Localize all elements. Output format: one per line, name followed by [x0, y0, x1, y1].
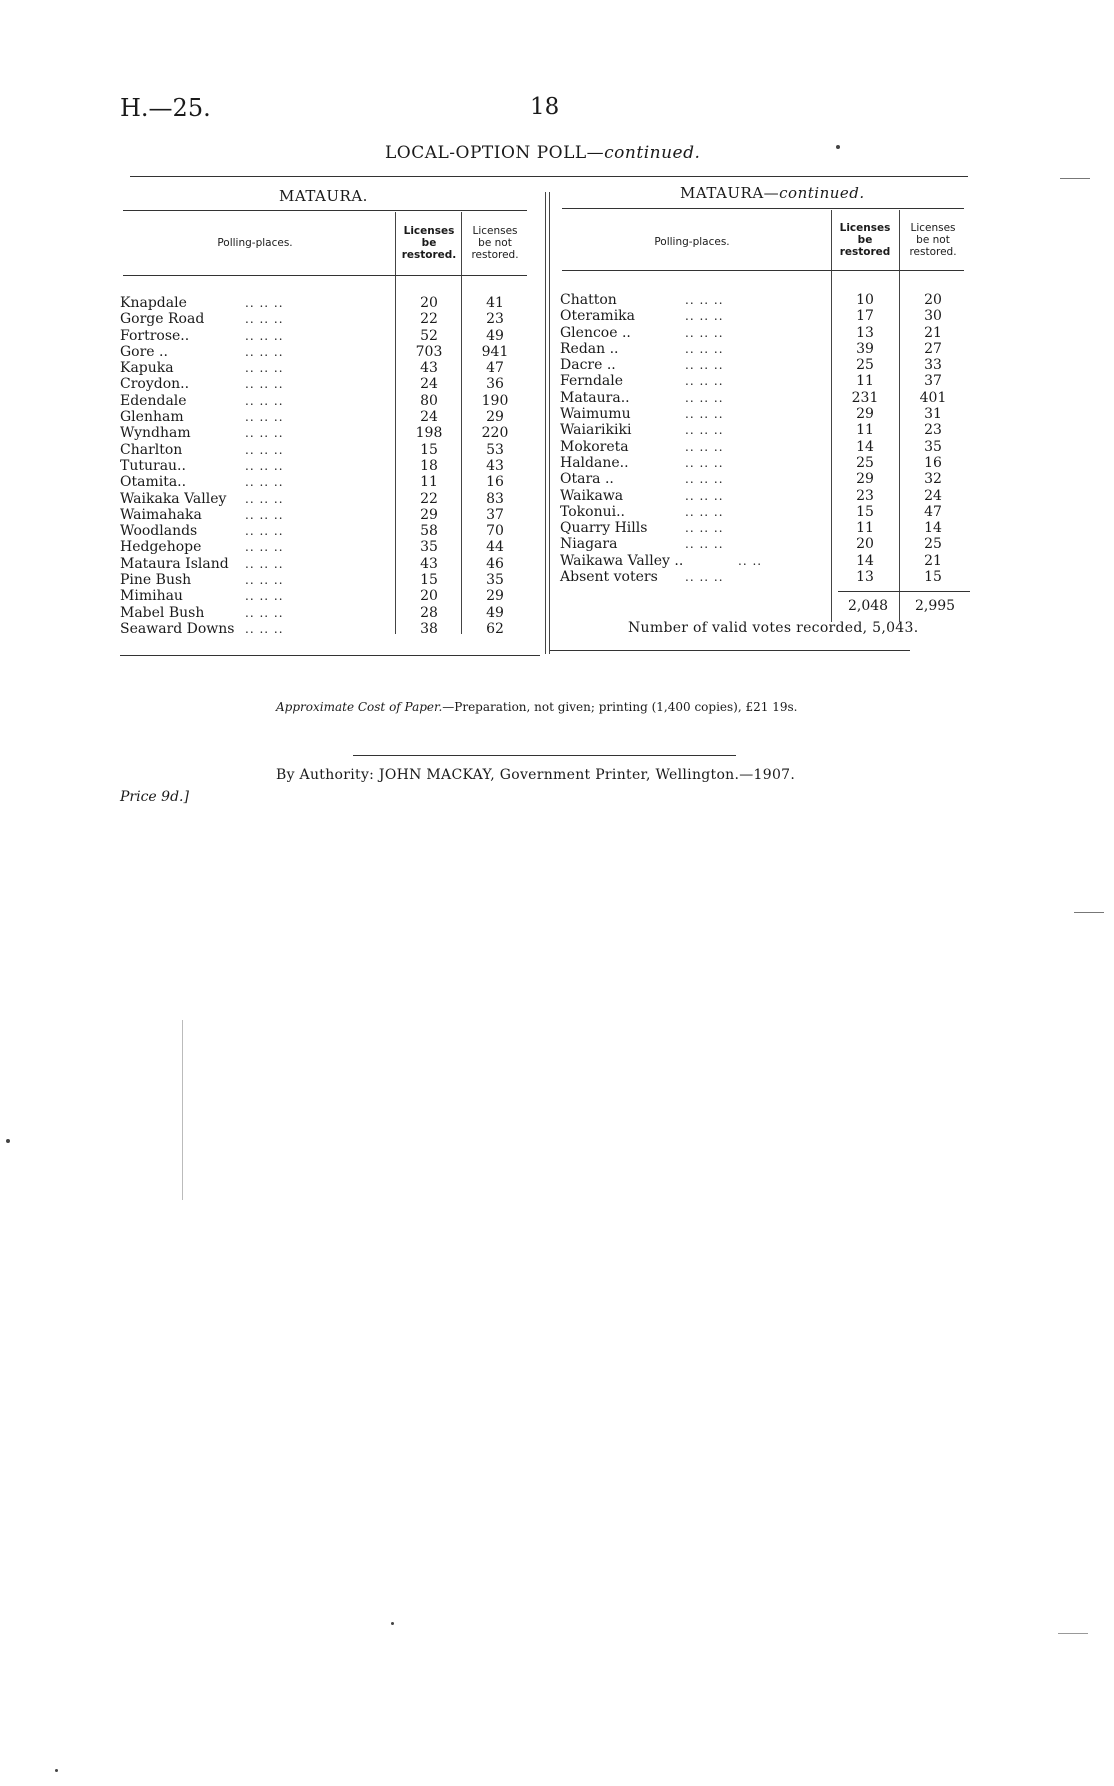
table-row: [560, 455, 970, 471]
restored-value: 38: [420, 620, 438, 637]
total-restored: 2,048: [848, 598, 889, 614]
not-restored-value: 49: [486, 327, 504, 344]
table-row: [120, 556, 530, 572]
leader-dots: .. .. ..: [685, 472, 724, 487]
scan-mark: [1060, 178, 1090, 179]
place-name: Seaward Downs: [120, 620, 235, 637]
table-row: [120, 605, 530, 621]
table-row: [120, 572, 530, 588]
leader-dots: .. .. ..: [685, 358, 724, 373]
leader-dots: .. .. ..: [245, 507, 284, 522]
scan-mark: [6, 1139, 10, 1143]
leader-dots: .. .. ..: [245, 377, 284, 392]
left-table-title: MATAURA.: [279, 187, 368, 205]
page-number: 18: [530, 94, 560, 120]
restored-value: 25: [856, 454, 874, 471]
not-restored-value: 16: [486, 474, 504, 491]
not-restored-value: 44: [486, 539, 504, 556]
right-table-title-continued: continued.: [779, 184, 865, 202]
leader-dots: .. .. ..: [685, 423, 724, 438]
not-restored-value: 35: [486, 572, 504, 589]
table-row: [120, 328, 530, 344]
leader-dots: .. .. ..: [685, 521, 724, 536]
place-name: Glencoe ..: [560, 324, 631, 341]
right-header-bottom-rule: [562, 270, 964, 271]
table-row: [120, 295, 530, 311]
restored-value: 20: [420, 295, 438, 311]
table-row: [560, 390, 970, 406]
restored-value: 18: [420, 457, 438, 474]
table-row: [120, 539, 530, 555]
not-restored-value: 23: [486, 311, 504, 328]
leader-dots: .. .. ..: [245, 361, 284, 376]
leader-dots: .. .. ..: [245, 491, 284, 506]
restored-value: 11: [420, 474, 438, 491]
leader-dots: .. .. ..: [245, 393, 284, 408]
scan-mark: [1074, 912, 1104, 913]
not-restored-value: 37: [924, 373, 942, 390]
cost-label: Approximate Cost of Paper.: [276, 700, 443, 714]
right-table-title: [680, 184, 865, 202]
right-table-rows: [560, 292, 970, 585]
not-restored-value: 941: [481, 343, 509, 360]
table-row: [120, 409, 530, 425]
table-row: [120, 393, 530, 409]
table-row: [120, 458, 530, 474]
not-restored-value: 24: [924, 487, 942, 504]
restored-value: 17: [856, 308, 874, 325]
right-col-not-restored-header: [900, 222, 966, 258]
leader-dots: .. .. ..: [245, 426, 284, 441]
place-name: Waikaka Valley: [120, 490, 227, 507]
leader-dots: .. .. ..: [245, 410, 284, 425]
right-totals-rule: [838, 591, 970, 592]
page-title-main: LOCAL-OPTION POLL—: [385, 143, 605, 163]
left-header-top-rule: [123, 210, 527, 211]
total-not-restored: 2,995: [915, 598, 956, 614]
cost-text: —Preparation, not given; printing (1,400 copies), £21 19s.: [442, 700, 798, 714]
place-name: Otamita..: [120, 474, 187, 491]
leader-dots: .. .. ..: [685, 374, 724, 389]
place-name: Chatton: [560, 292, 617, 308]
restored-value: 43: [420, 360, 438, 377]
left-header-bottom-rule: [123, 275, 527, 276]
printing-authority: By Authority: JOHN MACKAY, Government Printer, Wellington.—1907.: [276, 767, 796, 783]
not-restored-value: 47: [486, 360, 504, 377]
table-row: [120, 588, 530, 604]
restored-value: 22: [420, 490, 438, 507]
table-row: [120, 344, 530, 360]
not-restored-value: 21: [924, 324, 942, 341]
leader-dots: .. .. ..: [685, 439, 724, 454]
scan-mark: [1058, 1633, 1088, 1634]
leader-dots: .. .. ..: [685, 309, 724, 324]
place-name: Mokoreta: [560, 438, 629, 455]
leader-dots: .. ..: [738, 553, 763, 568]
top-rule: [130, 176, 968, 177]
not-restored-value: 37: [486, 506, 504, 523]
restored-value: 80: [420, 392, 438, 409]
table-row: [120, 474, 530, 490]
table-row: [120, 621, 530, 637]
leader-dots: .. .. ..: [245, 540, 284, 555]
page-title-continued: continued.: [604, 143, 701, 163]
place-name: Glenham: [120, 409, 184, 426]
middle-double-rule-a: [545, 192, 546, 654]
place-name: Waimahaka: [120, 506, 202, 523]
not-restored-value: 49: [486, 604, 504, 621]
restored-value: 15: [420, 572, 438, 589]
place-name: Woodlands: [120, 523, 198, 540]
table-row: [560, 439, 970, 455]
leader-dots: .. .. ..: [245, 589, 284, 604]
place-name: Otara ..: [560, 471, 614, 488]
restored-value: 703: [415, 343, 443, 360]
place-name: Waikawa Valley ..: [560, 552, 684, 569]
price: Price 9d.]: [120, 789, 189, 805]
not-restored-value: 70: [486, 523, 504, 540]
not-restored-value: 35: [924, 438, 942, 455]
left-col-restored-header-line3: restored.: [401, 249, 457, 261]
table-row: [560, 471, 970, 487]
restored-value: 20: [856, 536, 874, 553]
not-restored-value: 41: [486, 295, 504, 311]
not-restored-value: 53: [486, 441, 504, 458]
place-name: Pine Bush: [120, 572, 192, 589]
leader-dots: .. .. ..: [245, 312, 284, 327]
right-table-title-main: MATAURA—: [680, 184, 780, 202]
leader-dots: .. .. ..: [685, 293, 724, 307]
right-col-not-restored-header-line1: Licenses: [910, 222, 956, 234]
leader-dots: .. .. ..: [685, 341, 724, 356]
place-name: Charlton: [120, 441, 183, 458]
leader-dots: .. .. ..: [685, 488, 724, 503]
table-row: [560, 341, 970, 357]
left-table-rows: [120, 295, 530, 637]
place-name: Tokonui..: [560, 503, 626, 520]
place-name: Ferndale: [560, 373, 624, 390]
left-col-not-restored-header-line1: Licenses: [472, 225, 518, 237]
table-row: [560, 520, 970, 536]
place-name: Tuturau..: [120, 457, 186, 474]
not-restored-value: 190: [481, 392, 509, 409]
scan-mark: [391, 1622, 394, 1625]
not-restored-value: 27: [924, 340, 942, 357]
table-row: [560, 292, 970, 308]
restored-value: 28: [420, 604, 438, 621]
place-name: Mataura Island: [120, 555, 229, 572]
cost-of-paper: [276, 700, 797, 714]
restored-value: 231: [851, 389, 879, 406]
place-name: Wyndham: [120, 425, 191, 442]
table-row: [560, 504, 970, 520]
place-name: Redan ..: [560, 340, 619, 357]
left-col-not-restored-header-line3: restored.: [471, 249, 519, 261]
place-name: Oteramika: [560, 308, 636, 325]
table-row: [120, 442, 530, 458]
right-col-restored-header-line1: Licenses: [839, 222, 891, 234]
not-restored-value: 47: [924, 503, 942, 520]
leader-dots: .. .. ..: [245, 475, 284, 490]
authority-rule: [353, 755, 736, 756]
document-code: H.—25.: [120, 94, 211, 122]
place-name: Haldane..: [560, 454, 629, 471]
left-col-restored-header: [396, 225, 462, 261]
not-restored-value: 21: [924, 552, 942, 569]
right-col-not-restored-header-line3: restored.: [909, 246, 957, 258]
table-row: [120, 425, 530, 441]
table-row: [560, 373, 970, 389]
place-name: Croydon..: [120, 376, 190, 393]
not-restored-value: 401: [919, 389, 947, 406]
leader-dots: .. .. ..: [685, 570, 724, 585]
table-row: [560, 488, 970, 504]
place-name: Waikawa: [560, 487, 624, 504]
place-name: Mimihau: [120, 588, 183, 605]
leader-dots: .. .. ..: [685, 390, 724, 405]
restored-value: 25: [856, 357, 874, 374]
restored-value: 11: [856, 373, 874, 390]
table-row: [120, 491, 530, 507]
leader-dots: .. .. ..: [245, 524, 284, 539]
right-col-restored-header-line3: restored: [839, 246, 891, 258]
restored-value: 13: [856, 324, 874, 341]
leader-dots: .. .. ..: [245, 328, 284, 343]
left-col-not-restored-header: [462, 225, 528, 261]
not-restored-value: 16: [924, 454, 942, 471]
table-row: [120, 311, 530, 327]
right-header-top-rule: [562, 208, 964, 209]
table-row: [120, 376, 530, 392]
table-row: [560, 536, 970, 552]
right-col-restored-header-line2: be: [857, 234, 873, 246]
table-row: [560, 569, 970, 585]
place-name: Gore ..: [120, 343, 168, 360]
not-restored-value: 14: [924, 520, 942, 537]
not-restored-value: 32: [924, 471, 942, 488]
restored-value: 15: [856, 503, 874, 520]
table-row: [560, 357, 970, 373]
restored-value: 11: [856, 520, 874, 537]
not-restored-value: 25: [924, 536, 942, 553]
place-name: Niagara: [560, 536, 618, 553]
restored-value: 24: [420, 409, 438, 426]
leader-dots: .. .. ..: [245, 621, 284, 636]
not-restored-value: 15: [924, 569, 942, 586]
restored-value: 23: [856, 487, 874, 504]
restored-value: 52: [420, 327, 438, 344]
not-restored-value: 31: [924, 406, 942, 423]
place-name: Knapdale: [120, 295, 187, 311]
table-row: [560, 325, 970, 341]
leader-dots: .. .. ..: [245, 605, 284, 620]
page-title: [385, 143, 700, 163]
not-restored-value: 20: [924, 292, 942, 308]
right-col-not-restored-header-line2: be not: [916, 234, 950, 246]
leader-dots: .. .. ..: [245, 344, 284, 359]
not-restored-value: 29: [486, 588, 504, 605]
leader-dots: .. .. ..: [245, 442, 284, 457]
restored-value: 14: [856, 552, 874, 569]
table-row: [560, 308, 970, 324]
scan-mark: [836, 145, 840, 149]
not-restored-value: 23: [924, 422, 942, 439]
restored-value: 43: [420, 555, 438, 572]
place-name: Waiarikiki: [560, 422, 632, 439]
scan-mark: [182, 1020, 183, 1200]
leader-dots: .. .. ..: [685, 455, 724, 470]
restored-value: 22: [420, 311, 438, 328]
not-restored-value: 36: [486, 376, 504, 393]
leader-dots: .. .. ..: [245, 573, 284, 588]
leader-dots: .. .. ..: [685, 407, 724, 422]
not-restored-value: 83: [486, 490, 504, 507]
restored-value: 39: [856, 340, 874, 357]
left-bottom-rule: [120, 655, 540, 656]
restored-value: 20: [420, 588, 438, 605]
restored-value: 58: [420, 523, 438, 540]
leader-dots: .. .. ..: [245, 556, 284, 571]
not-restored-value: 220: [481, 425, 509, 442]
restored-value: 198: [415, 425, 443, 442]
restored-value: 15: [420, 441, 438, 458]
place-name: Mataura..: [560, 389, 630, 406]
table-row: [120, 360, 530, 376]
restored-value: 24: [420, 376, 438, 393]
restored-value: 10: [856, 292, 874, 308]
restored-value: 13: [856, 569, 874, 586]
left-col-not-restored-header-line2: be not: [478, 237, 512, 249]
left-col-restored-header-line2: be: [421, 237, 437, 249]
place-name: Waimumu: [560, 406, 631, 423]
place-name: Edendale: [120, 392, 187, 409]
place-name: Fortrose..: [120, 327, 190, 344]
valid-votes-recorded: Number of valid votes recorded, 5,043.: [628, 620, 919, 636]
restored-value: 11: [856, 422, 874, 439]
leader-dots: .. .. ..: [685, 504, 724, 519]
table-row: [120, 507, 530, 523]
place-name: Dacre ..: [560, 357, 616, 374]
table-row: [560, 422, 970, 438]
place-name: Gorge Road: [120, 311, 205, 328]
restored-value: 29: [856, 471, 874, 488]
table-row: [560, 406, 970, 422]
right-bottom-rule: [550, 650, 910, 651]
place-name: Kapuka: [120, 360, 174, 377]
left-col-restored-header-line1: Licenses: [403, 225, 455, 237]
place-name: Hedgehope: [120, 539, 202, 556]
place-name: Absent voters: [560, 569, 658, 586]
not-restored-value: 33: [924, 357, 942, 374]
leader-dots: .. .. ..: [245, 458, 284, 473]
leader-dots: .. .. ..: [245, 296, 284, 310]
not-restored-value: 62: [486, 620, 504, 637]
left-col-place-header: Polling-places.: [217, 237, 293, 249]
place-name: Quarry Hills: [560, 520, 648, 537]
restored-value: 14: [856, 438, 874, 455]
table-row: [120, 523, 530, 539]
restored-value: 29: [420, 506, 438, 523]
restored-value: 29: [856, 406, 874, 423]
right-col-place-header: Polling-places.: [654, 236, 730, 248]
not-restored-value: 43: [486, 457, 504, 474]
middle-double-rule-b: [549, 192, 550, 654]
not-restored-value: 29: [486, 409, 504, 426]
not-restored-value: 30: [924, 308, 942, 325]
leader-dots: .. .. ..: [685, 537, 724, 552]
scan-mark: [55, 1769, 58, 1772]
table-row: [560, 553, 970, 569]
right-col-restored-header: [832, 222, 898, 258]
leader-dots: .. .. ..: [685, 325, 724, 340]
place-name: Mabel Bush: [120, 604, 205, 621]
restored-value: 35: [420, 539, 438, 556]
not-restored-value: 46: [486, 555, 504, 572]
